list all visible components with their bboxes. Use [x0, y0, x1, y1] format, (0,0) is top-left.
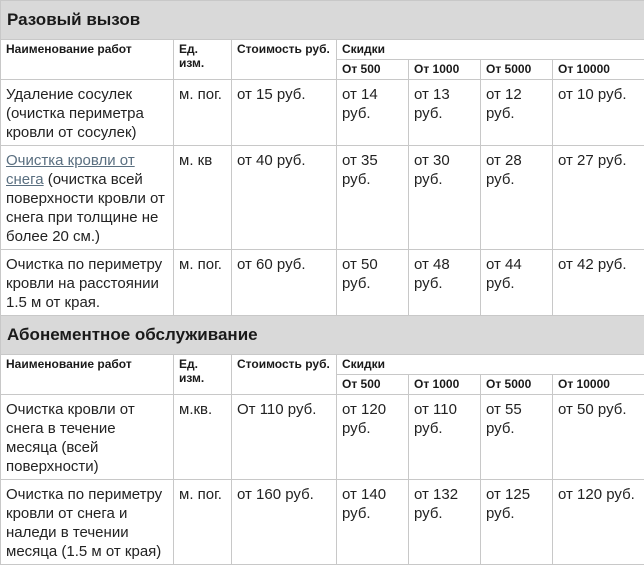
discount-price: от 28 руб.	[481, 146, 553, 250]
section-header-one-time	[1, 1, 644, 40]
table-row	[1, 80, 644, 146]
discount-price: от 42 руб.	[553, 250, 644, 316]
discount-price: от 120 руб.	[337, 395, 409, 480]
discount-price: от 120 руб.	[553, 480, 644, 565]
work-name: Удаление сосулек (очистка периметра кровли от сосулек)	[1, 80, 174, 146]
discount-price: от 48 руб.	[409, 250, 481, 316]
tier-header: От 500	[337, 375, 409, 395]
col-header-unit: Ед. изм.	[174, 355, 232, 395]
work-name-detail: (очистка всей поверхности кровли от снега при толщине не более 20 см.)	[6, 171, 165, 245]
table-row	[1, 395, 644, 480]
tier-header: От 1000	[409, 375, 481, 395]
discount-price: от 132 руб.	[409, 480, 481, 565]
discount-price: от 125 руб.	[481, 480, 553, 565]
col-header-name: Наименование работ	[1, 40, 174, 80]
table-row	[1, 480, 644, 565]
tier-header: От 10000	[553, 375, 644, 395]
cost-cell: от 40 руб.	[232, 146, 337, 250]
header-row	[1, 355, 644, 375]
discount-price: от 110 руб.	[409, 395, 481, 480]
section-title: Абонементное обслуживание	[1, 316, 644, 355]
section-header-subscription	[1, 316, 644, 355]
snow-removal-link[interactable]: Очистка кровли от снега	[6, 152, 135, 188]
discount-price: от 30 руб.	[409, 146, 481, 250]
cost-cell: от 60 руб.	[232, 250, 337, 316]
work-name	[1, 146, 174, 250]
col-header-unit: Ед. изм.	[174, 40, 232, 80]
cost-cell: от 15 руб.	[232, 80, 337, 146]
work-name: Очистка по периметру кровли от снега и наледи в течении месяца (1.5 м от края)	[1, 480, 174, 565]
table-row	[1, 250, 644, 316]
cost-cell: от 160 руб.	[232, 480, 337, 565]
discount-price: от 50 руб.	[553, 395, 644, 480]
discount-price: от 50 руб.	[337, 250, 409, 316]
discount-price: от 12 руб.	[481, 80, 553, 146]
discount-price: от 10 руб.	[553, 80, 644, 146]
unit-cell: м. пог.	[174, 480, 232, 565]
discount-price: от 27 руб.	[553, 146, 644, 250]
discount-price: от 13 руб.	[409, 80, 481, 146]
table-row	[1, 146, 644, 250]
section-title: Разовый вызов	[1, 1, 644, 40]
unit-cell: м. кв	[174, 146, 232, 250]
tier-header: От 500	[337, 60, 409, 80]
header-row	[1, 40, 644, 60]
col-header-cost: Стоимость руб.	[232, 355, 337, 395]
discount-price: от 35 руб.	[337, 146, 409, 250]
col-header-discounts: Скидки	[337, 40, 644, 60]
tier-header: От 10000	[553, 60, 644, 80]
col-header-name: Наименование работ	[1, 355, 174, 395]
work-name: Очистка кровли от снега в течение месяца (всей поверхности)	[1, 395, 174, 480]
cost-cell: От 110 руб.	[232, 395, 337, 480]
tier-header: От 1000	[409, 60, 481, 80]
unit-cell: м. пог.	[174, 80, 232, 146]
col-header-cost: Стоимость руб.	[232, 40, 337, 80]
work-name: Очистка по периметру кровли на расстоянии 1.5 м от края.	[1, 250, 174, 316]
discount-price: от 55 руб.	[481, 395, 553, 480]
unit-cell: м. пог.	[174, 250, 232, 316]
tier-header: От 5000	[481, 60, 553, 80]
discount-price: от 44 руб.	[481, 250, 553, 316]
unit-cell: м.кв.	[174, 395, 232, 480]
discount-price: от 14 руб.	[337, 80, 409, 146]
discount-price: от 140 руб.	[337, 480, 409, 565]
tier-header: От 5000	[481, 375, 553, 395]
col-header-discounts: Скидки	[337, 355, 644, 375]
